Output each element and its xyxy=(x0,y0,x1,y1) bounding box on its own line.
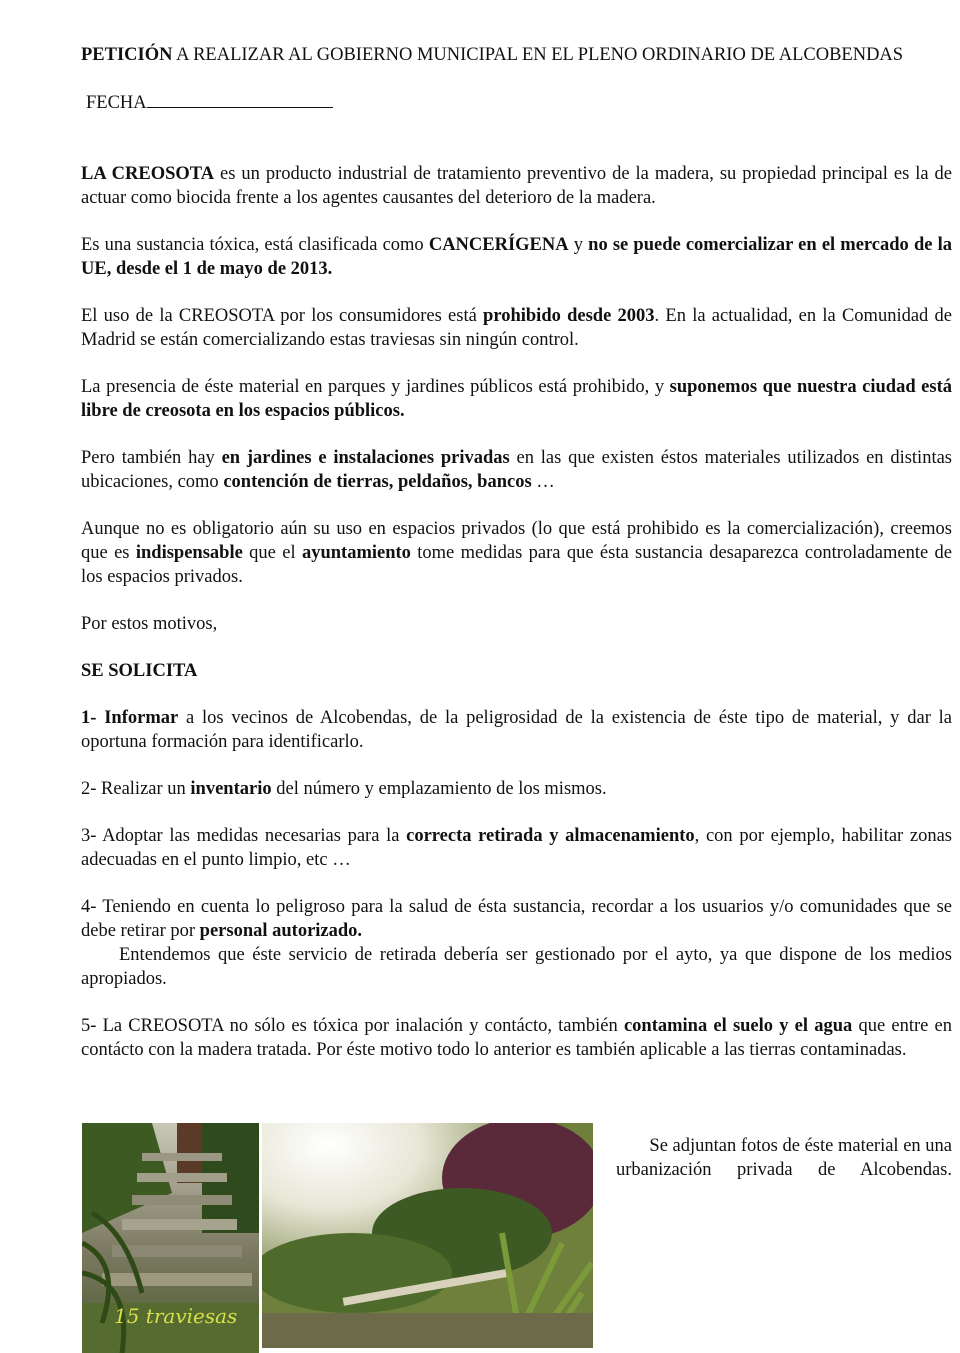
date-field: FECHA xyxy=(81,90,952,115)
paragraph-toxicity: Es una sustancia tóxica, está clasificada como CANCERÍGENA y no se puede comercializar en el mercado de la UE, desde el 1 de mayo de 2013. xyxy=(81,235,952,279)
section-heading-solicita: SE SOLICITA xyxy=(81,661,198,681)
photo-private-garden xyxy=(262,1123,593,1348)
request-item-4-continuation: Entendemos que éste servicio de retirada debería ser gestionado por el ayto, ya que dispone de los medios apropiados. xyxy=(81,945,952,989)
request-item-3: 3- Adoptar las medidas necesarias para la correcta retirada y almacenamiento, con por ejemplo, habilitar zonas adecuadas en el punto limpio, etc … xyxy=(81,826,953,870)
paragraph-prohibition: El uso de la CREOSOTA por los consumidores está prohibido desde 2003. En la actualidad, en la Comunidad de Madrid se están comercializando estas traviesas sin ningún control. xyxy=(81,306,952,350)
document-body xyxy=(81,43,952,1062)
request-item-4: 4- Teniendo en cuenta lo peligroso para la salud de ésta sustancia, recordar a los usuarios y/o comunidades que se debe retirar por personal autorizado. xyxy=(81,897,952,941)
request-item-1: 1- Informar a los vecinos de Alcobendas, de la peligrosidad de la existencia de éste tipo de material, y dar la oportuna formación para identificarlo. xyxy=(81,708,952,752)
photo-section xyxy=(82,1123,952,1353)
document-title: PETICIÓN A REALIZAR AL GOBIERNO MUNICIPAL EN EL PLENO ORDINARIO DE ALCOBENDAS xyxy=(81,45,904,65)
paragraph-motives: Por estos motivos, xyxy=(81,614,218,634)
photo-garden-steps xyxy=(82,1123,259,1353)
photo-handwriting: 15 traviesas xyxy=(114,1304,238,1328)
photo-caption: Se adjuntan fotos de éste material en una urbanización privada de Alcobendas. xyxy=(616,1136,952,1180)
paragraph-private-spaces: Pero también hay en jardines e instalaciones privadas en las que existen éstos materiales utilizados en distintas ubicaciones, como contención de tierras, peldaños, bancos … xyxy=(81,448,952,492)
date-blank-line xyxy=(147,90,333,108)
request-item-2: 2- Realizar un inventario del número y emplazamiento de los mismos. xyxy=(81,779,607,799)
paragraph-creosote-definition: LA CREOSOTA es un producto industrial de tratamiento preventivo de la madera, su propiedad principal es la de actuar como biocida frente a los agentes causantes del deterioro de la madera. xyxy=(81,164,952,208)
paragraph-municipal-measures: Aunque no es obligatorio aún su uso en espacios privados (lo que está prohibido es la comercialización), creemos que es indispensable que el ayuntamiento tome medidas para que ésta sustancia desaparezca controladamente de los espacios privados. xyxy=(81,519,953,587)
paragraph-public-spaces: La presencia de éste material en parques y jardines públicos está prohibido, y suponemos que nuestra ciudad está libre de creosota en los espacios públicos. xyxy=(81,377,953,421)
request-item-5: 5- La CREOSOTA no sólo es tóxica por inalación y contácto, también contamina el suelo y el agua que entre en contácto con la madera tratada. Por éste motivo todo lo anterior es también aplicable a las tierras contaminadas. xyxy=(81,1016,952,1060)
